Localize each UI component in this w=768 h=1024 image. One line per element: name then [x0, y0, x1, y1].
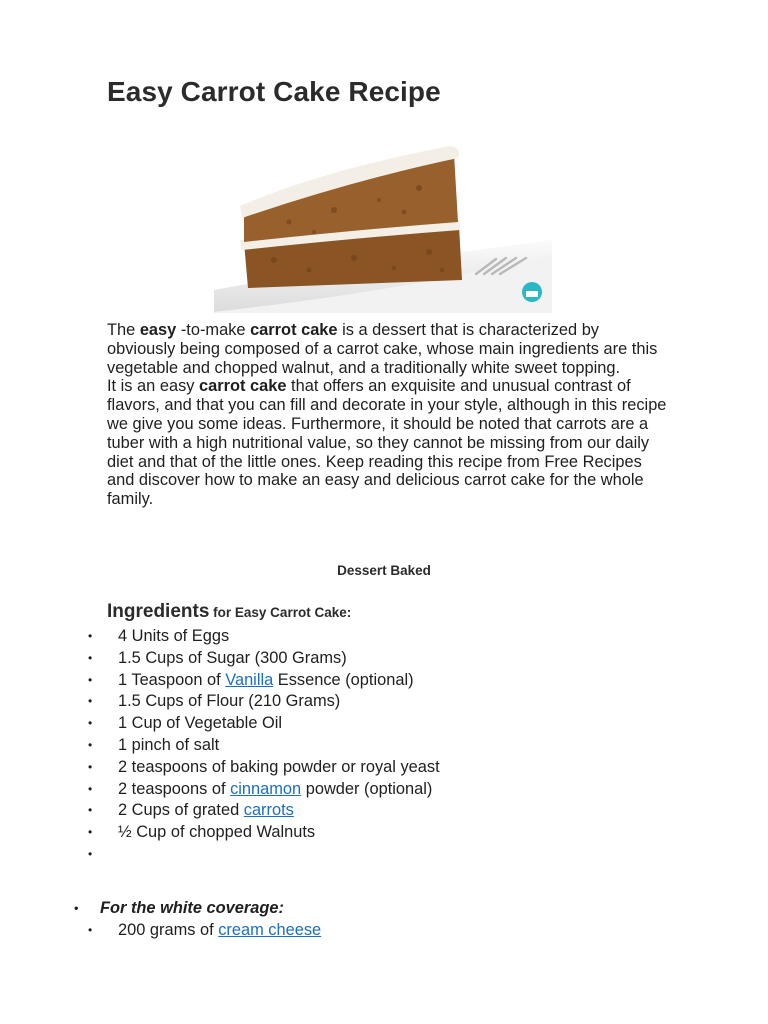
ingredient-text: 1 pinch of salt [118, 735, 220, 754]
ingredient-text: 1.5 Cups of Sugar (300 Grams) [118, 648, 347, 667]
ingredient-text: powder (optional) [301, 779, 433, 798]
ingredient-item [0, 779, 440, 801]
bullet-icon: • [88, 781, 93, 796]
page-title: Easy Carrot Cake Recipe [107, 76, 441, 107]
ingredient-text: ½ Cup of chopped Walnuts [118, 823, 316, 842]
ingredients-list [0, 626, 440, 866]
ingredient-item [0, 800, 440, 822]
carrot-cake-illustration [214, 140, 552, 313]
ingredient-item [0, 626, 440, 648]
intro-paragraph-1: The easy -to-make carrot cake is a dessert that is characterized by obviously being composed of a carrot cake, whose main ingredients are this vegetable and chopped walnut, and a traditionally white sweet topping. [107, 321, 658, 377]
ingredient-item [0, 713, 440, 735]
bullet-icon: • [88, 694, 93, 709]
ingredient-item [0, 735, 440, 757]
ingredient-item [0, 822, 440, 844]
ingredient-text: 2 teaspoons of [118, 779, 231, 798]
bullet-icon: • [88, 629, 93, 643]
ingredient-link[interactable]: cinnamon [230, 779, 302, 798]
ingredient-item [0, 844, 440, 866]
recipe-description [107, 321, 667, 509]
coverage-item [0, 919, 768, 941]
carrot-cake-photo [214, 140, 552, 313]
ingredient-link[interactable]: cream cheese [218, 921, 322, 939]
ingredient-link[interactable]: carrots [243, 801, 294, 820]
bullet-icon: • [88, 672, 93, 687]
intro-paragraph-2: It is an easy carrot cake that offers an exquisite and unusual contrast of flavors, and that you can fill and decorate in your style, although in this recipe we give you some ideas. Furthermore, it should be noted that carrots are a tuber with a high nutritional value, so they cannot be missing from our daily diet and that of the little ones. Keep reading this recipe from Free Recipes and discover how to make an easy and delicious carrot cake for the whole family. [107, 377, 667, 509]
ingredient-item [0, 670, 440, 692]
coverage-heading: • For the white coverage: [74, 899, 284, 917]
bullet-icon: • [88, 825, 93, 840]
ingredient-item [0, 757, 440, 779]
ingredient-item [0, 648, 440, 670]
bullet-icon: • [88, 650, 93, 665]
ingredient-text: 4 Units of Eggs [118, 627, 230, 645]
recipe-tags: Dessert Baked [337, 563, 431, 578]
ingredient-text: 1.5 Cups of Flour (210 Grams) [118, 692, 341, 711]
bullet-icon: • [88, 716, 93, 731]
ingredient-text: 1 Teaspoon of [118, 670, 226, 689]
ingredient-text: 2 teaspoons of baking powder or royal yeast [118, 757, 440, 776]
ingredient-text: Essence (optional) [273, 670, 414, 689]
ingredient-text: 200 grams of [118, 921, 219, 939]
ingredient-link[interactable]: Vanilla [225, 670, 274, 689]
bullet-icon: • [88, 846, 93, 861]
ingredient-text: 2 Cups of grated [118, 801, 244, 820]
ingredient-item [0, 691, 440, 713]
bullet-icon: • [88, 737, 93, 752]
ingredient-text: 1 Cup of Vegetable Oil [118, 714, 283, 733]
ingredients-heading: Ingredients for Easy Carrot Cake: [107, 601, 352, 622]
bullet-icon: • [88, 759, 93, 774]
bullet-icon: • [88, 923, 93, 937]
bullet-icon: • [88, 803, 93, 818]
white-coverage-section [0, 897, 768, 941]
